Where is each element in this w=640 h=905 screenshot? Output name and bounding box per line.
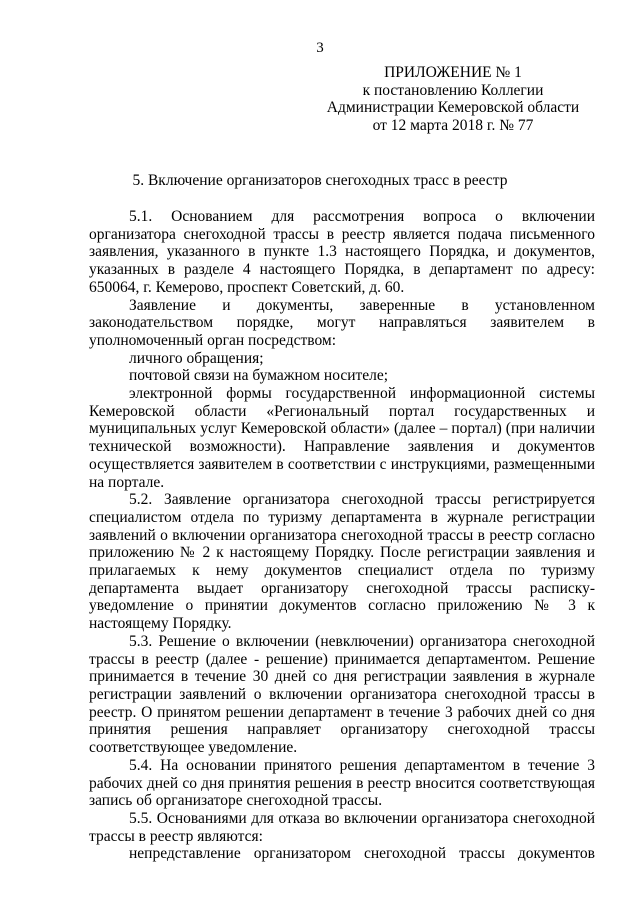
page-number: 3 (316, 40, 324, 56)
list-item-postal: почтовой связи на бумажном носителе; (129, 367, 389, 385)
section-title: 5. Включение организаторов снегоходных трасс в реестр (132, 172, 508, 189)
paragraph-submission-methods: Заявление и документы, заверенные в установленном законодательством порядке, могут направляться заявителем в уполномоченный орган посредством: (89, 296, 595, 349)
paragraph-5-5: 5.5. Основаниями для отказа во включении организатора снегоходной трассы в реестр являются: (89, 809, 595, 845)
appendix-title: ПРИЛОЖЕНИЕ № 1 (384, 64, 522, 81)
paragraph-5-1: 5.1. Основанием для рассмотрения вопроса о включении организатора снегоходной трассы в реестр является подача письменного заявления, указанного в пункте 1.3 настоящего Порядка, и документов, указанных в разделе 4 настоящего Порядка, в департамент по адресу: 650064, г. Кемерово, проспект Советский, д. 60. (89, 208, 595, 296)
paragraph-5-2: 5.2. Заявление организатора снегоходной трассы регистрируется специалистом отдела по туризму департамента в журнале регистрации заявлений о включении организатора снегоходной трассы в реестр согласно приложению № 2 к настоящему Порядку. После регистрации заявления и прилагаемых к нему документов специалист отдела по туризму департамента выдает организатору снегоходной трассы расписку-уведомление о принятии документов согласно приложению № 3 к настоящему Порядку. (89, 491, 595, 633)
list-item-electronic: электронной формы государственной информационной системы Кемеровской области «Региональный портал государственных и муниципальных услуг Кемеровской области» (далее – портал) (при наличии технической возможности). Направление заявления и документов осуществляется заявителем в соответствии с инструкциями, размещенными на портале. (89, 385, 595, 491)
appendix-date-line: от 12 марта 2018 г. № 77 (372, 116, 534, 134)
paragraph-5-3: 5.3. Решение о включении (невключении) организатора снегоходной трассы в реестр (далее - решение) принимается департаментом. Решение принимается в течение 30 дней со дня регистрации заявления в журнале регистрации заявлений о включении организатора снегоходной трассы в реестр. О принятом решении департамент в течение 3 рабочих дней со дня принятия решения направляет организатору снегоходной трассы соответствующее уведомление. (89, 632, 595, 757)
appendix-authority-line: Администрации Кемеровской области (326, 99, 580, 116)
paragraph-5-4: 5.4. На основании принятого решения департаментом в течение 3 рабочих дней со дня принятия решения в реестр вносится соответствующая запись об организаторе снегоходной трассы. (89, 756, 595, 810)
list-item-personal: личного обращения; (129, 349, 264, 367)
document-body (89, 208, 595, 863)
appendix-resolution-line: к постановлению Коллегии (362, 81, 544, 99)
list-item-non-submission: непредставление организатором снегоходной трассы документов (129, 845, 595, 863)
appendix-header (318, 64, 588, 134)
